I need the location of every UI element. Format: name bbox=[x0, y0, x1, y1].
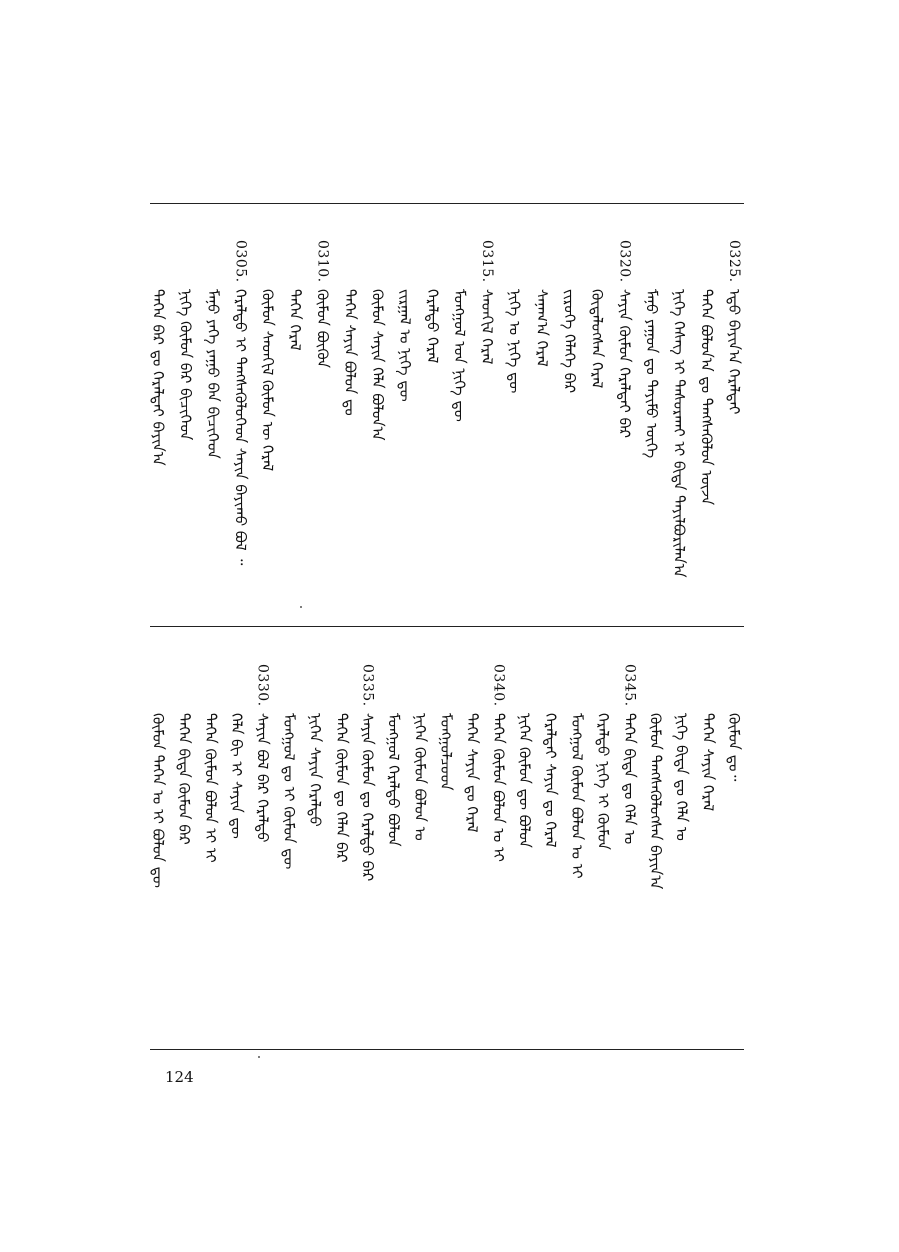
line-text: ᠨᠢᠭᠡᠨ ᠬᠦᠮᠦᠨ ᠳᠦ ᠪᠣᠯᠣᠨ bbox=[515, 712, 534, 848]
line-text: ᠮᠠᠨᠤ ᠶᠠᠭᠤᠨ ᠳᠤ ᠲᠡᠶᠢᠮᠦ ᠦᠬᠡ bbox=[642, 288, 661, 458]
line-text: ᠰᠠᠨᠠᠭ᠎ᠠ ᠭᠡᠷᠡᠯ bbox=[533, 288, 551, 367]
line-text: ᠰᠠᠶᠢᠨ ᠪᠣᠯ ᠪᠠᠷ ᠭᠡᠷᠡᠯᠲᠦ bbox=[253, 712, 272, 843]
verse-line bbox=[669, 664, 695, 840]
line-text: ᠲᠡᠭᠡᠨ ᠪᠢᠳᠡ ᠳᠤ ᠬᠡᠯᠡ ᠤ bbox=[620, 712, 639, 844]
line-text: ᠮᠣᠩᠭ᠋ᠣᠯᠴᠤᠳ bbox=[437, 712, 455, 791]
verse-line bbox=[171, 664, 197, 844]
verse-line bbox=[145, 664, 171, 887]
line-text: ᠬᠦᠮᠦᠨ ᠪᠦᠬᠦᠨ bbox=[313, 288, 332, 368]
line-number: 0315. bbox=[479, 240, 496, 283]
line-number: 0335. bbox=[359, 664, 376, 707]
bottom-text-block bbox=[0, 664, 899, 1034]
verse-line bbox=[172, 240, 198, 440]
line-text: ᠨᠢᠭᠡ ᠬᠦᠮᠦᠨ ᠪᠠᠷ ᠪᠢᠴᠢᠭᠡᠳ bbox=[176, 288, 195, 440]
line-text: ᠬᠦᠮᠦᠨ ᠲᠡᠩᠰᠡᠭᠦᠯᠦᠭᠰᠡᠨ ᠪᠠᠶᠢᠨ᠎ᠠ bbox=[646, 712, 665, 889]
verse-line bbox=[502, 240, 528, 393]
verse-line bbox=[639, 240, 665, 458]
top-rule bbox=[150, 203, 744, 204]
line-text: ᠨᠢᠭᠡ ᠬᠡᠰᠡᠭ ᠢ ᠲᠠᠰᠤᠷᠬᠠᠢ ᠢ ᠪᠢᠳᠡ ᠲᠠᠶᠢᠯᠪᠤᠷᠢᠯᠠᠨ᠎ᠠ bbox=[670, 288, 689, 578]
line-text: ᠮᠣᠩᠭ᠋ᠣᠯ ᠬᠦᠮᠦᠨ ᠪᠣᠯᠣᠨ ᠤ ᠢ bbox=[567, 712, 586, 879]
line-text: ᠮᠣᠩᠭ᠋ᠣᠯ ᠤᠨ ᠨᠢᠭᠡ ᠳᠦ bbox=[450, 288, 469, 422]
verse-line bbox=[250, 664, 276, 842]
verse-line bbox=[354, 664, 380, 881]
verse-line bbox=[721, 240, 747, 414]
verse-line bbox=[616, 664, 642, 844]
line-text: ᠬᠦᠳᠡᠯᠦᠭᠰᠡᠨ ᠭᠡᠷᠡᠯ bbox=[587, 288, 606, 388]
verse-line bbox=[611, 240, 637, 438]
verse-line bbox=[666, 240, 692, 577]
verse-line bbox=[459, 664, 485, 832]
line-text: ᠨᠢᠭᠡ ᠪᠢᠳᠡ ᠳᠤ ᠬᠡᠯᠡ ᠤ bbox=[672, 712, 691, 841]
verse-line bbox=[255, 240, 281, 471]
line-number: 0310. bbox=[314, 240, 331, 283]
line-text: ᠭᠡᠷᠡᠯᠲᠦ ᠢ ᠲᠡᠩᠰᠡᠭᠦᠯᠦᠭᠡᠳ ᠰᠠᠶᠢᠨ ᠪᠠᠶᠢᠬᠤ ᠪᠣᠯ ᠃ bbox=[231, 288, 250, 565]
line-text: ᠬᠡᠯᠡ ᠪᠢ ᠢ ᠰᠠᠶᠢᠨ ᠳᠦ bbox=[227, 712, 246, 839]
line-text: ᠬᠦᠮᠦᠨ ᠰᠠᠶᠢᠨ ᠬᠡᠯᠡ ᠪᠣᠯᠣᠨ᠎ᠠ bbox=[368, 288, 387, 441]
line-number: 0345. bbox=[621, 664, 638, 707]
top-text-block bbox=[0, 240, 899, 610]
line-number: 0325. bbox=[726, 240, 742, 283]
verse-line bbox=[529, 240, 555, 366]
verse-line bbox=[695, 664, 721, 811]
line-text: ᠨᠢᠭᠡ ᠤ ᠨᠢᠭᠡ ᠳᠦ bbox=[505, 288, 524, 393]
line-text: ᠬᠦᠮᠦᠨ ᠳᠤ᠃ bbox=[725, 712, 743, 781]
line-text: ᠵᠢᠷᠭᠠᠯ ᠤ ᠨᠢᠭᠡ ᠳᠦ bbox=[395, 288, 414, 402]
verse-line bbox=[381, 664, 407, 846]
verse-line bbox=[200, 240, 226, 458]
verse-line bbox=[407, 664, 433, 840]
verse-line bbox=[584, 240, 610, 388]
verse-line bbox=[337, 240, 363, 415]
line-number: 0330. bbox=[254, 664, 271, 707]
line-text: ᠲᠡᠭᠡᠨ ᠪᠢᠳᠡ ᠬᠦᠮᠦᠨ ᠪᠡᠷ bbox=[175, 712, 194, 845]
line-text: ᠲᠡᠭᠡᠨ ᠬᠦᠮᠦᠨ ᠪᠣᠯᠤᠨ ᠢ ᠢ bbox=[201, 712, 220, 863]
verse-line bbox=[485, 664, 511, 861]
line-text: ᠲᠡᠭᠡᠨ ᠰᠠᠶᠢᠨ ᠳᠤ ᠭᠡᠷᠡᠯ bbox=[463, 712, 482, 833]
verse-line bbox=[302, 664, 328, 826]
line-text: ᠭᠡᠷᠡᠯᠲᠦ ᠨᠢᠭᠡ ᠢ ᠬᠦᠮᠦᠨ bbox=[594, 712, 613, 850]
middle-rule bbox=[150, 626, 744, 627]
line-text: ᠲᠡᠭᠡᠨ ᠭᠡᠷᠡᠯ bbox=[286, 288, 305, 351]
verse-line bbox=[282, 240, 308, 350]
line-number: 0320. bbox=[616, 240, 633, 283]
line-text: ᠲᠡᠭᠡᠨ ᠬᠦᠮᠦᠨ ᠪᠣᠯᠤᠨ ᠤ ᠢ bbox=[489, 712, 508, 862]
line-number: 0340. bbox=[490, 664, 507, 707]
line-text: ᠡᠳᠦ ᠪᠠᠶᠢᠨ᠎ᠠ ᠭᠡᠷᠡᠯᠲᠡᠢ bbox=[725, 288, 743, 414]
verse-line bbox=[310, 240, 336, 368]
line-text: ᠮᠠᠨᠤ ᠶᠡᠬᠡ ᠶᠠᠭᠤ ᠪᠠᠨ ᠪᠢᠴᠢᠭᠡᠳ bbox=[203, 288, 222, 459]
verse-line bbox=[556, 240, 582, 393]
verse-line bbox=[227, 240, 253, 565]
verse-line bbox=[328, 664, 354, 862]
line-text: ᠨᠢᠭᠡᠨ ᠬᠦᠮᠦᠨ ᠪᠣᠯᠣᠨ ᠤ bbox=[410, 712, 429, 841]
verse-line bbox=[392, 240, 418, 401]
line-text: ᠲᠡᠭᠡᠨ ᠬᠦᠮᠦᠨ ᠳᠤ ᠬᠡᠯᠡᠨ ᠪᠡᠷ bbox=[332, 712, 351, 863]
line-text: ᠮᠣᠩᠭ᠋ᠣᠯ ᠭᠡᠷᠡᠯᠲᠦ ᠪᠣᠯᠣᠨ bbox=[384, 712, 403, 847]
line-text: ᠰᠡᠳᠬᠢᠯ ᠭᠡᠷᠡᠯ bbox=[478, 288, 497, 364]
line-text: ᠰᠠᠶᠢᠨ ᠬᠦᠮᠦᠨ ᠳᠤ ᠭᠡᠷᠡᠯᠲᠦ ᠪᠡᠷ bbox=[358, 712, 377, 881]
line-text: ᠲᠡᠭᠡᠨ ᠰᠠᠶᠢᠨ ᠪᠣᠯᠤᠨ ᠳᠤ bbox=[341, 288, 359, 416]
line-text: ᠬᠦᠮᠦᠨ ᠰᠡᠳᠬᠢᠯ ᠬᠦᠮᠦᠨ ᠦ ᠭᠡᠷᠡᠯ bbox=[258, 288, 277, 471]
page-number: 124 bbox=[165, 1068, 194, 1086]
line-text: ᠲᠡᠭᠡᠨ ᠰᠠᠶᠢᠨ ᠭᠡᠷᠡᠯ bbox=[698, 712, 717, 811]
line-text: ᠨᠢᠭᠡᠨ ᠰᠠᠶᠢᠨ ᠭᠡᠷᠡᠯᠲᠦ bbox=[306, 712, 325, 827]
verse-line bbox=[642, 664, 668, 889]
verse-line bbox=[474, 240, 500, 364]
verse-line bbox=[512, 664, 538, 848]
line-text: ᠲᠡᠭᠡᠨ ᠪᠣᠯᠤᠨ᠎ᠠ ᠳᠤ ᠲᠡᠩᠰᠡᠭᠦᠯᠦᠨ ᠦᠵᠡ bbox=[697, 288, 716, 505]
verse-line bbox=[694, 240, 720, 505]
verse-line bbox=[538, 664, 564, 847]
line-text: ᠬᠦᠮᠦᠨ ᠲᠡᠭᠡᠨ ᠤ ᠢ ᠪᠣᠯᠣᠨ ᠳᠦ bbox=[149, 712, 167, 888]
bottom-rule bbox=[150, 1049, 744, 1050]
verse-line bbox=[145, 240, 171, 465]
verse-line bbox=[721, 664, 747, 781]
line-text: ᠭᠡᠷᠡᠯᠲᠦ ᠭᠡᠷᠡᠯ bbox=[423, 288, 442, 363]
verse-line bbox=[564, 664, 590, 878]
line-text: ᠵᠢᠷᠦᠭᠡ ᠬᠡᠯᠡᠭᠡ ᠪᠠᠷ bbox=[560, 288, 579, 393]
speck bbox=[258, 1056, 260, 1058]
verse-line bbox=[590, 664, 616, 850]
line-text: ᠰᠠᠶᠢᠨ ᠬᠦᠮᠦᠨ ᠭᠡᠷᠡᠯᠲᠡᠢ ᠪᠡᠷ bbox=[615, 288, 634, 438]
line-number: 0305. bbox=[232, 240, 249, 283]
verse-line bbox=[197, 664, 223, 862]
verse-line bbox=[276, 664, 302, 869]
verse-line bbox=[433, 664, 459, 790]
line-text: ᠮᠣᠩᠭ᠋ᠣᠯ ᠳᠤ ᠢ ᠬᠦᠮᠦᠨ ᠳᠦ bbox=[279, 712, 298, 869]
line-text: ᠭᠡᠷᠡᠯᠲᠡᠢ ᠰᠠᠶᠢᠨ ᠳᠤ ᠭᠡᠷᠡᠯ bbox=[541, 712, 560, 848]
verse-line bbox=[224, 664, 250, 838]
speck bbox=[300, 606, 302, 608]
line-text: ᠲᠡᠭᠡᠨ ᠪᠠᠷ ᠳᠤ ᠭᠡᠷᠡᠯᠲᠡᠢ ᠪᠠᠶᠢᠨ᠎ᠠ bbox=[149, 288, 167, 466]
verse-line bbox=[447, 240, 473, 421]
verse-line bbox=[419, 240, 445, 363]
verse-line bbox=[364, 240, 390, 440]
